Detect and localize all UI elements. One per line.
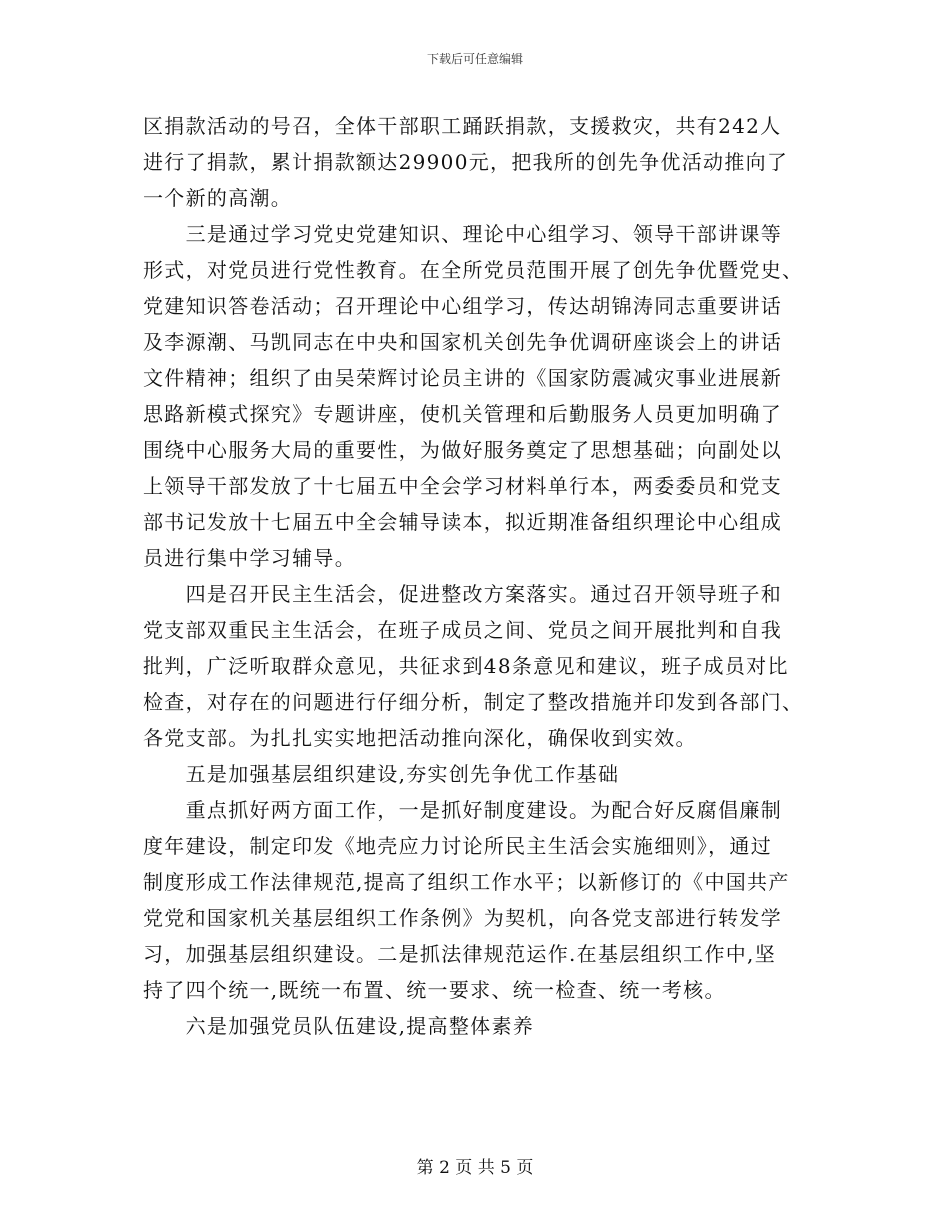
text-line: 上领导干部发放了十七届五中全会学习材料单行本，两委委员和党支 <box>143 474 782 498</box>
text-line: 各党支部。为扎扎实实地把活动推向深化，确保收到实效。 <box>143 726 697 750</box>
text-line: 区捐款活动的号召，全体干部职工踊跃捐款，支援救灾，共有242人 <box>143 114 782 138</box>
text-line: 党建知识答卷活动；召开理论中心组学习，传达胡锦涛同志重要讲话 <box>143 294 782 318</box>
text-line: 四是召开民主生活会，促进整改方案落实。通过召开领导班子和 <box>143 582 782 606</box>
text-line: 制度形成工作法律规范,提高了组织工作水平；以新修订的《中国共产 <box>143 870 790 894</box>
text-line: 围绕中心服务大局的重要性，为做好服务奠定了思想基础；向副处以 <box>143 438 782 462</box>
text-line: 三是通过学习党史党建知识、理论中心组学习、领导干部讲课等 <box>143 222 782 246</box>
page-header: 下载后可任意编辑 <box>426 52 523 66</box>
text-line: 文件精神；组织了由吴荣辉讨论员主讲的《国家防震减灾事业进展新 <box>143 366 782 390</box>
text-line: 员进行集中学习辅导。 <box>143 546 356 570</box>
text-line: 党党和国家机关基层组织工作条例》为契机，向各党支部进行转发学 <box>143 906 782 930</box>
text-line: 部书记发放十七届五中全会辅导读本，拟近期准备组织理论中心组成 <box>143 510 782 534</box>
text-line: 一个新的高潮。 <box>143 186 293 210</box>
text-line: 六是加强党员队伍建设,提高整体素养 <box>143 1014 535 1038</box>
text-line: 五是加强基层组织建设,夯实创先争优工作基础 <box>143 762 620 786</box>
page-footer: 第 2 页 共 5 页 <box>416 1158 534 1178</box>
text-line: 度年建设，制定印发《地壳应力讨论所民主生活会实施细则》，通过 <box>143 834 772 858</box>
text-line: 习，加强基层组织建设。二是抓法律规范运作.在基层组织工作中,坚 <box>143 942 777 966</box>
text-line: 形式，对党员进行党性教育。在全所党员范围开展了创先争优暨党史、 <box>143 258 804 282</box>
text-line: 检查，对存在的问题进行仔细分析，制定了整改措施并印发到各部门、 <box>143 690 804 714</box>
document-body <box>143 108 823 1044</box>
text-line: 持了四个统一,既统一布置、统一要求、统一检查、统一考核。 <box>143 978 726 1002</box>
text-line: 批判，广泛听取群众意见，共征求到48条意见和建议，班子成员对比 <box>143 654 789 678</box>
text-line: 党支部双重民主生活会，在班子成员之间、党员之间开展批判和自我 <box>143 618 782 642</box>
text-line: 进行了捐款，累计捐款额达29900元，把我所的创先争优活动推向了 <box>143 150 789 174</box>
text-line: 思路新模式探究》专题讲座，使机关管理和后勤服务人员更加明确了 <box>143 402 782 426</box>
text-line: 重点抓好两方面工作，一是抓好制度建设。为配合好反腐倡廉制 <box>143 798 782 822</box>
text-line: 及李源潮、马凯同志在中央和国家机关创先争优调研座谈会上的讲话 <box>143 330 782 354</box>
